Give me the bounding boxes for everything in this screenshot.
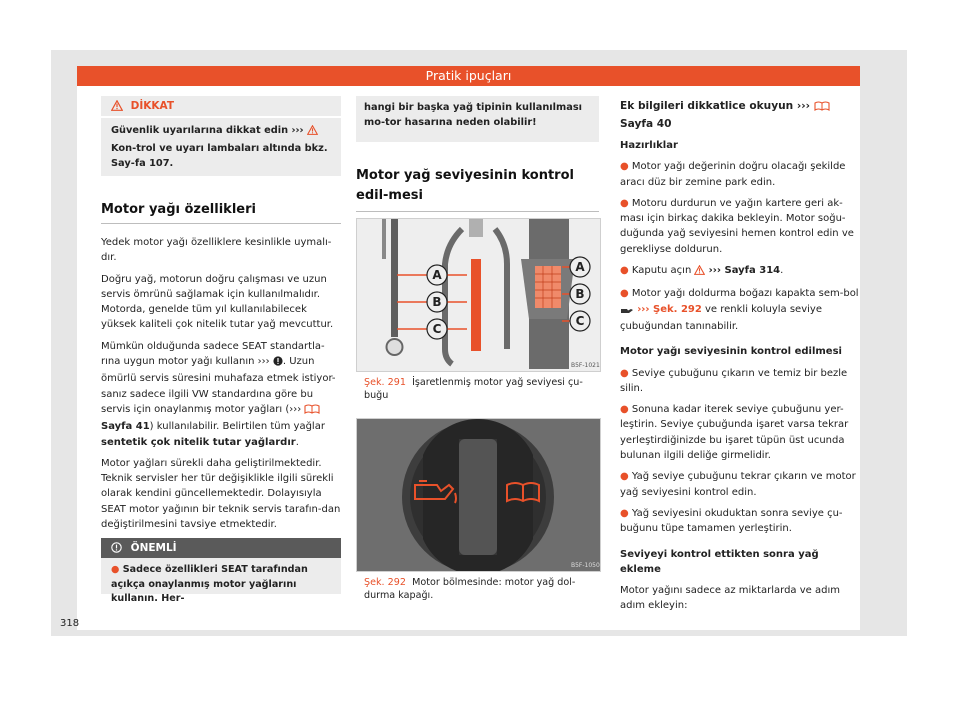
list-item-text: Sonuna kadar iterek seviye çubuğunu yer-leştirin. Seviye çubuğunda işaret varsa tekrar yerleştirdiğinizde bu işaret tüpün üst ucunda bulunan ilgili deliğe girmelidir. (620, 404, 849, 462)
caption-text: Motor bölmesinde: motor yağ dol-durma kapağı. (364, 577, 576, 601)
letter-a: A (575, 260, 585, 274)
page-header: Pratik ipuçları (77, 66, 860, 86)
list-item (620, 469, 860, 500)
warning-triangle-icon (111, 98, 123, 118)
list-item-text: Yağ seviyesini okuduktan sonra seviye çu-buğunu tüpe tamamen yerleştirin. (620, 507, 843, 535)
dipstick-illustration (357, 219, 600, 371)
note-title: ÖNEMLİ (130, 542, 177, 554)
letter-c: C (432, 322, 442, 336)
bullet-dot: ● (620, 288, 632, 300)
figure-oil-cap (356, 418, 601, 572)
page-link[interactable]: Sayfa 41 (101, 421, 150, 433)
text-run: . (295, 436, 299, 448)
note-header (101, 538, 341, 558)
list-item (620, 196, 860, 257)
note-text: Sadece özellikleri SEAT tarafından açıkça onaylanmış motor yağlarını kullanın. Her- (111, 564, 308, 604)
paragraph: Motor yağları sürekli daha geliştirilmektedir. Teknik servisler her tür değişiklikle ilgili sürekli olarak kendini güncellemektedir. Dolayısıyla SEAT motor yağının bir teknik servis tarafın-dan değiştirilmesini tavsiye etmektedir. (101, 457, 341, 531)
left-column-text (101, 235, 343, 538)
warning-triangle-icon (307, 125, 318, 141)
note-body (101, 558, 341, 612)
letter-b: B (432, 295, 442, 309)
paragraph: Yedek motor yağı özelliklere kesinlikle uymalı-dır. (101, 237, 332, 264)
subheading: Motor yağı seviyesinin kontrol edilmesi (620, 346, 842, 358)
bullet-dot: ● (620, 265, 632, 277)
list-item (620, 286, 860, 334)
caption-text: İşaretlenmiş motor yağ seviyesi çu-buğu (364, 377, 583, 401)
bullet-dot: ● (111, 564, 123, 575)
section-heading-oil-check: Motor yağ seviyesinin kontrol edil-mesi (356, 168, 574, 203)
figure-code: B5F-1021 (571, 362, 600, 369)
bullet-dot: ● (620, 404, 632, 416)
subheading: Seviyeyi kontrol ettikten sonra yağ ekleme (620, 548, 819, 575)
list-item (620, 366, 860, 397)
warning-header (101, 96, 341, 118)
text-run: Ek bilgileri dikkatlice okuyun ››› (620, 100, 814, 112)
text-run-bold: sentetik çok nitelik tutar yağlardır (101, 436, 296, 448)
figure-caption (364, 376, 594, 402)
text-run: Mümkün olduğunda sadece SEAT standartla-rına uygun motor yağı kullanın ››› (101, 340, 325, 368)
warning-triangle-icon (694, 265, 705, 280)
figure-label: Şek. 291 (364, 377, 406, 388)
list-item: ● Kaputu açın ››› Sayfa 314. (620, 263, 860, 280)
list-item-text: Motoru durdurun ve yağın kartere geri ak-ması için birkaç dakika bekleyin. Motor soğu-duğunda yağ seviyesini hemen kontrol edin ve gerekliyse doldurun. (620, 197, 854, 255)
note-box (101, 538, 341, 604)
oil-cap-illustration (357, 419, 600, 571)
bullet-dot: ● (620, 197, 632, 209)
list-item-text: Motor yağı değerinin doğru olacağı şekilde aracı düz bir zemine park edin. (620, 161, 846, 188)
page-link[interactable]: Sayfa 40 (620, 118, 672, 130)
paragraph: Motor yağını sadece az miktarlarda ve adım adım ekleyin: (620, 585, 840, 612)
figure-code: B5F-1050 (571, 562, 600, 569)
list-item (620, 159, 860, 190)
paragraph (101, 339, 343, 450)
divider (356, 211, 599, 212)
figure-link[interactable]: ››› Şek. 292 (637, 303, 702, 315)
info-circle-icon (111, 540, 122, 560)
bullet-dot: ● (620, 367, 632, 379)
oil-can-icon (620, 304, 634, 319)
letter-a: A (432, 268, 442, 282)
warning-body (101, 118, 341, 177)
bullet-dot: ● (620, 471, 632, 483)
bullet-dot: ● (620, 507, 632, 519)
list-item-text: Yağ seviye çubuğunu tekrar çıkarın ve motor yağ seviyesini kontrol edin. (620, 471, 856, 498)
warning-text: Güvenlik uyarılarına dikkat edin ››› (111, 125, 308, 136)
divider (101, 223, 341, 224)
section-heading-oil-specs: Motor yağı özellikleri (101, 202, 256, 217)
right-column-text (620, 98, 860, 620)
text-run: ) kullanılabilir. Belirtilen tüm yağlar (149, 421, 325, 433)
list-item (620, 402, 860, 463)
figure-dipstick (356, 218, 601, 372)
page-number: 318 (60, 618, 80, 629)
book-icon (814, 100, 830, 116)
warning-text-tail: Kon-trol ve uyarı lambaları altında bkz. Say-fa 107. (111, 142, 328, 169)
text-run: ve renkli koluyla seviye çubuğundan tanınabilir. (620, 303, 822, 332)
figure-label: Şek. 292 (364, 577, 406, 588)
intro-paragraph (620, 98, 860, 132)
list-item-text: Kaputu açın (631, 265, 692, 277)
list-item (620, 506, 860, 537)
note-continuation-box: hangi bir başka yağ tipinin kullanılması mo-tor hasarına neden olabilir! (356, 96, 599, 142)
bullet-dot: ● (620, 161, 632, 173)
info-circle-icon (273, 356, 283, 371)
list-item-text: Seviye çubuğunu çıkarın ve temiz bir bezle silin. (620, 367, 848, 394)
paragraph: Doğru yağ, motorun doğru çalışması ve uzun servis ömrünü sağlamak için kullanılmalıdır. Motorda, genelde tüm yıl kullanılabilecek yüksek kaliteli çok nitelik tutar yağ mevcuttur. (101, 273, 334, 331)
letter-b: B (575, 287, 585, 301)
subheading: Hazırlıklar (620, 140, 678, 151)
page-link[interactable]: ››› Sayfa 314 (708, 265, 781, 277)
list-item-text: Motor yağı doldurma boğazı kapakta sem-bol (631, 288, 859, 300)
letter-c: C (575, 314, 585, 328)
figure-caption (364, 576, 594, 602)
warning-title: DİKKAT (130, 100, 175, 112)
text-run: . Uzun ömürlü servis süresini muhafaza etmek istiyor-sanız sadece ilgili VW standardına göre bu servis için onaylanmış motor yağları (››› (101, 356, 336, 415)
warning-box (101, 96, 341, 176)
book-icon (304, 404, 320, 419)
